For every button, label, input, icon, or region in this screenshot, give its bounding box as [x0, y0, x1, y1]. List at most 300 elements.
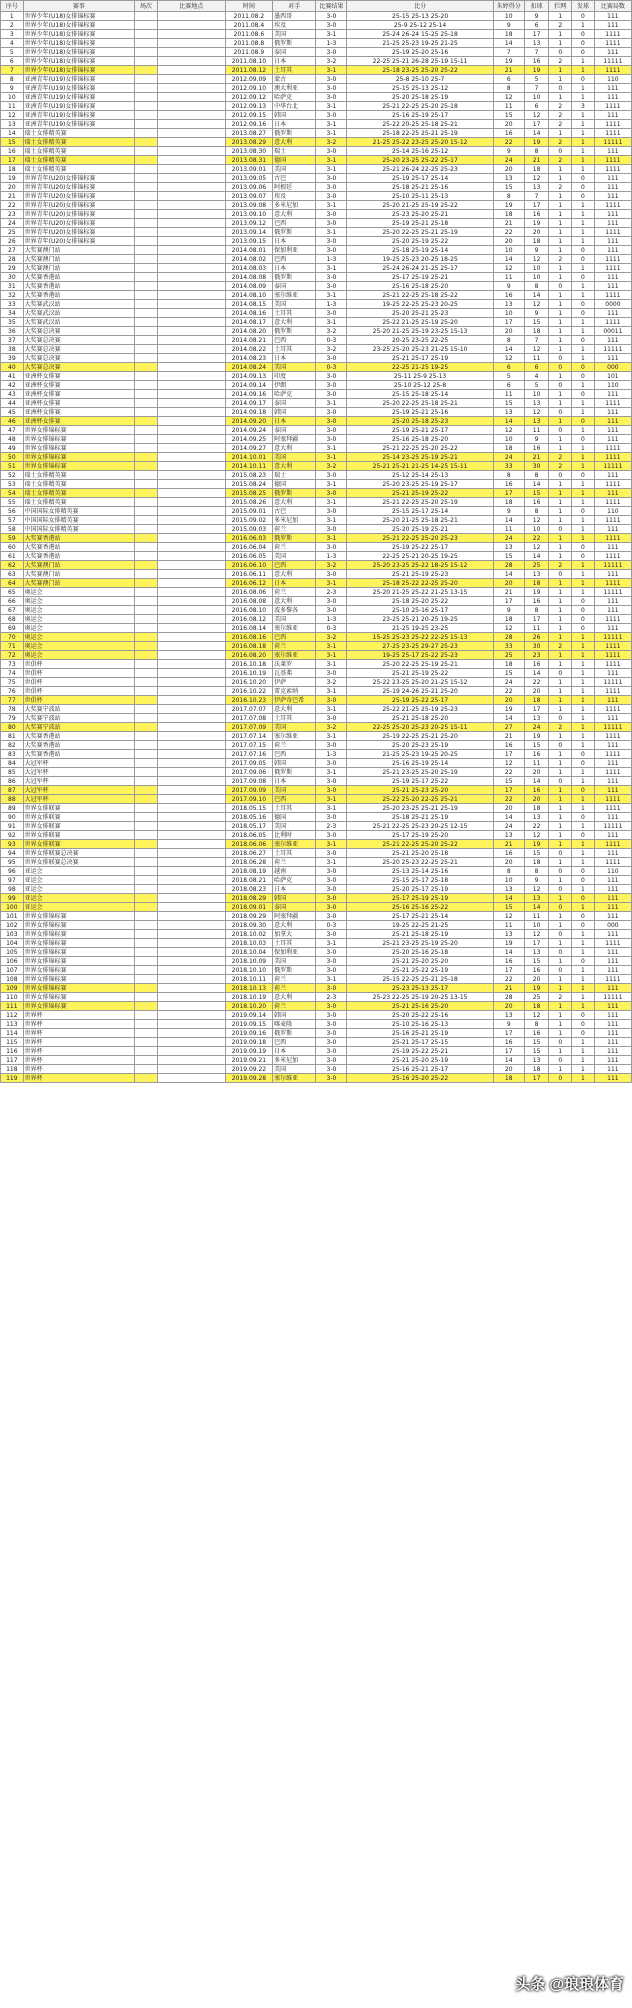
cell-attack: 14 [524, 129, 549, 138]
cell-date: 2019.09.15 [225, 1020, 272, 1029]
cell-round [135, 687, 158, 696]
cell-sets: 1111 [594, 534, 631, 543]
cell-points: 14 [493, 948, 524, 957]
cell-opponent: 巴西 [273, 633, 316, 642]
cell-date: 2013.09.10 [225, 210, 272, 219]
cell-block: 1 [549, 300, 572, 309]
cell-attack: 18 [524, 696, 549, 705]
cell-block: 0 [549, 471, 572, 480]
cell-venue [157, 426, 225, 435]
cell-event: 中国国际女排精英赛 [23, 525, 134, 534]
cell-sets: 1111 [594, 318, 631, 327]
cell-block: 1 [549, 327, 572, 336]
cell-event: 大奖赛香港站 [23, 741, 134, 750]
cell-round [135, 651, 158, 660]
cell-opponent: 泰国 [273, 903, 316, 912]
cell-block: 1 [549, 597, 572, 606]
cell-attack: 11 [524, 912, 549, 921]
cell-points: 25 [493, 651, 524, 660]
cell-serve: 3 [572, 102, 595, 111]
cell-score: 25-20 25-19 25-21 [347, 525, 493, 534]
cell-result: 3-0 [316, 111, 347, 120]
cell-block: 0 [549, 408, 572, 417]
table-row [1, 183, 632, 192]
cell-attack: 13 [524, 39, 549, 48]
cell-block: 1 [549, 588, 572, 597]
cell-score: 25-19 24-26 25-21 25-20 [347, 687, 493, 696]
cell-score: 25-9 25-12 25-14 [347, 21, 493, 30]
table-row [1, 1002, 632, 1011]
cell-attack: 19 [524, 66, 549, 75]
cell-block: 1 [549, 1002, 572, 1011]
cell-score: 25-15 25-13 25-20 [347, 12, 493, 21]
cell-serve: 1 [572, 93, 595, 102]
cell-score: 25-24 26-24 21-25 25-17 [347, 264, 493, 273]
cell-score: 25-21 23-25 25-20 25-19 [347, 768, 493, 777]
cell-serve: 0 [572, 174, 595, 183]
table-row [1, 237, 632, 246]
cell-opponent: 意大利 [273, 444, 316, 453]
cell-opponent: 土耳其 [273, 849, 316, 858]
table-row [1, 129, 632, 138]
cell-venue [157, 147, 225, 156]
cell-points: 24 [493, 453, 524, 462]
cell-date: 2013.09.15 [225, 237, 272, 246]
cell-opponent: 伊萨 [273, 678, 316, 687]
cell-serve: 0 [572, 552, 595, 561]
cell-opponent: 雷克索纳 [273, 687, 316, 696]
cell-round [135, 462, 158, 471]
cell-opponent: 哈萨克 [273, 93, 316, 102]
cell-opponent: 比利时 [273, 831, 316, 840]
cell-venue [157, 30, 225, 39]
cell-score: 25-15 25-13 25-12 [347, 84, 493, 93]
cell-block: 0 [549, 849, 572, 858]
cell-sets: 1111 [594, 687, 631, 696]
cell-opponent: 巴西 [273, 219, 316, 228]
cell-round [135, 489, 158, 498]
cell-attack: 8 [524, 1020, 549, 1029]
cell-event: 大奖赛澳门站 [23, 246, 134, 255]
header-date: 时间 [225, 1, 272, 12]
cell-serve: 1 [572, 633, 595, 642]
cell-serve: 1 [572, 651, 595, 660]
cell-idx: 19 [1, 174, 24, 183]
cell-idx: 47 [1, 426, 24, 435]
cell-points: 6 [493, 363, 524, 372]
cell-event: 世界杯 [23, 1038, 134, 1047]
cell-date: 2017.07.08 [225, 714, 272, 723]
cell-attack: 9 [524, 876, 549, 885]
cell-venue [157, 876, 225, 885]
table-row [1, 939, 632, 948]
cell-block: 1 [549, 264, 572, 273]
cell-serve: 1 [572, 480, 595, 489]
cell-serve: 0 [572, 1011, 595, 1020]
cell-round [135, 516, 158, 525]
cell-result: 3-0 [316, 507, 347, 516]
cell-round [135, 831, 158, 840]
cell-points: 9 [493, 282, 524, 291]
cell-block: 1 [549, 795, 572, 804]
cell-event: 世界青年(U20)女排锦标赛 [23, 219, 134, 228]
cell-block: 1 [549, 273, 572, 282]
cell-date: 2016.08.10 [225, 606, 272, 615]
cell-sets: 1111 [594, 750, 631, 759]
cell-attack: 18 [524, 804, 549, 813]
cell-score: 25-16 25-18 25-20 [347, 435, 493, 444]
cell-attack: 16 [524, 1029, 549, 1038]
cell-serve: 0 [572, 435, 595, 444]
cell-attack: 10 [524, 93, 549, 102]
cell-venue [157, 597, 225, 606]
cell-round [135, 48, 158, 57]
cell-attack: 15 [524, 489, 549, 498]
cell-sets: 1111 [594, 165, 631, 174]
table-row [1, 219, 632, 228]
cell-opponent: 巴西 [273, 561, 316, 570]
cell-round [135, 30, 158, 39]
cell-block: 1 [549, 39, 572, 48]
cell-idx: 77 [1, 696, 24, 705]
cell-block: 1 [549, 615, 572, 624]
cell-idx: 10 [1, 93, 24, 102]
cell-score: 25-17 25-19 25-21 [347, 273, 493, 282]
header-result: 比赛结果 [316, 1, 347, 12]
table-row [1, 30, 632, 39]
cell-idx: 69 [1, 624, 24, 633]
cell-points: 10 [493, 12, 524, 21]
cell-sets: 111 [594, 219, 631, 228]
cell-venue [157, 975, 225, 984]
cell-idx: 32 [1, 291, 24, 300]
table-row [1, 633, 632, 642]
cell-venue [157, 201, 225, 210]
cell-round [135, 957, 158, 966]
table-row [1, 390, 632, 399]
cell-sets: 111 [594, 336, 631, 345]
table-row [1, 57, 632, 66]
cell-score: 25-21 25-20 25-19 [347, 1056, 493, 1065]
table-row [1, 597, 632, 606]
cell-opponent: 沃莱罗 [273, 660, 316, 669]
cell-result: 3-0 [316, 273, 347, 282]
cell-date: 2018.08.19 [225, 867, 272, 876]
cell-opponent: 瑞士 [273, 471, 316, 480]
cell-score: 25-18 22-25 25-21 25-19 [347, 129, 493, 138]
cell-idx: 108 [1, 975, 24, 984]
cell-opponent: 伊朗 [273, 381, 316, 390]
cell-venue [157, 183, 225, 192]
cell-date: 2017.09.06 [225, 768, 272, 777]
cell-sets: 111 [594, 1074, 631, 1083]
cell-opponent: 巴西 [273, 750, 316, 759]
table-row [1, 147, 632, 156]
cell-attack: 18 [524, 1002, 549, 1011]
cell-venue [157, 390, 225, 399]
cell-idx: 116 [1, 1047, 24, 1056]
cell-venue [157, 903, 225, 912]
cell-round [135, 129, 158, 138]
cell-sets: 1111 [594, 804, 631, 813]
cell-attack: 26 [524, 633, 549, 642]
cell-points: 24 [493, 678, 524, 687]
cell-result: 3-0 [316, 903, 347, 912]
cell-date: 2017.07.16 [225, 750, 272, 759]
cell-points: 19 [493, 57, 524, 66]
cell-date: 2012.09.16 [225, 120, 272, 129]
cell-score: 25-21 25-17 25-15 [347, 1038, 493, 1047]
cell-round [135, 741, 158, 750]
cell-opponent: 塞尔维亚 [273, 840, 316, 849]
cell-attack: 6 [524, 102, 549, 111]
cell-sets: 1111 [594, 516, 631, 525]
cell-venue [157, 300, 225, 309]
cell-event: 大奖赛宁波站 [23, 705, 134, 714]
cell-date: 2018.10.11 [225, 975, 272, 984]
cell-score: 25-20 21-25 25-22 21-25 13-15 [347, 588, 493, 597]
cell-score: 25-21 25-16 25-20 [347, 1002, 493, 1011]
cell-round [135, 237, 158, 246]
cell-serve: 1 [572, 1065, 595, 1074]
cell-block: 1 [549, 651, 572, 660]
cell-round [135, 408, 158, 417]
cell-points: 18 [493, 498, 524, 507]
cell-points: 19 [493, 201, 524, 210]
cell-block: 0 [549, 1038, 572, 1047]
cell-idx: 7 [1, 66, 24, 75]
cell-opponent: 塞尔维亚 [273, 624, 316, 633]
cell-points: 14 [493, 516, 524, 525]
cell-sets: 1111 [594, 498, 631, 507]
cell-venue [157, 471, 225, 480]
cell-result: 3-0 [316, 777, 347, 786]
cell-round [135, 858, 158, 867]
cell-points: 20 [493, 804, 524, 813]
cell-block: 1 [549, 516, 572, 525]
cell-round [135, 966, 158, 975]
cell-attack: 22 [524, 534, 549, 543]
table-row [1, 264, 632, 273]
cell-venue [157, 93, 225, 102]
cell-points: 20 [493, 327, 524, 336]
cell-points: 16 [493, 291, 524, 300]
cell-idx: 54 [1, 489, 24, 498]
cell-event: 中国国际女排精英赛 [23, 516, 134, 525]
cell-event: 中国国际女排精英赛 [23, 507, 134, 516]
cell-venue [157, 849, 225, 858]
table-row [1, 840, 632, 849]
cell-opponent: 俄罗斯 [273, 327, 316, 336]
cell-idx: 97 [1, 876, 24, 885]
cell-venue [157, 669, 225, 678]
cell-block: 0 [549, 714, 572, 723]
cell-venue [157, 687, 225, 696]
cell-points: 14 [493, 255, 524, 264]
cell-attack: 20 [524, 228, 549, 237]
cell-event: 世俱杯 [23, 696, 134, 705]
cell-sets: 111 [594, 786, 631, 795]
cell-points: 15 [493, 111, 524, 120]
cell-sets: 1111 [594, 453, 631, 462]
table-row [1, 741, 632, 750]
cell-idx: 49 [1, 444, 24, 453]
cell-sets: 111 [594, 948, 631, 957]
cell-round [135, 444, 158, 453]
cell-round [135, 759, 158, 768]
cell-score: 19-25 25-17 25-22 25-23 [347, 651, 493, 660]
cell-result: 3-1 [316, 102, 347, 111]
cell-score: 25-11 25-9 25-13 [347, 372, 493, 381]
cell-sets: 111 [594, 1020, 631, 1029]
cell-attack: 12 [524, 516, 549, 525]
cell-date: 2014.08.03 [225, 264, 272, 273]
cell-result: 3-0 [316, 372, 347, 381]
cell-points: 15 [493, 903, 524, 912]
table-row [1, 12, 632, 21]
cell-score: 25-21 22-25 25-20 25-19 [347, 498, 493, 507]
cell-block: 1 [549, 93, 572, 102]
cell-sets: 111 [594, 210, 631, 219]
cell-opponent: 中华台北 [273, 102, 316, 111]
cell-venue [157, 507, 225, 516]
cell-serve: 1 [572, 327, 595, 336]
cell-points: 19 [493, 939, 524, 948]
cell-result: 3-0 [316, 930, 347, 939]
cell-sets: 111 [594, 390, 631, 399]
cell-block: 1 [549, 507, 572, 516]
cell-block: 1 [549, 201, 572, 210]
cell-opponent: 美国 [273, 552, 316, 561]
cell-sets: 1111 [594, 120, 631, 129]
table-row [1, 624, 632, 633]
cell-date: 2011.08.8 [225, 39, 272, 48]
cell-venue [157, 1074, 225, 1083]
cell-serve: 1 [572, 237, 595, 246]
cell-event: 奥运会 [23, 651, 134, 660]
cell-idx: 5 [1, 48, 24, 57]
cell-sets: 111 [594, 957, 631, 966]
cell-sets: 111 [594, 408, 631, 417]
cell-date: 2015.08.25 [225, 489, 272, 498]
cell-score: 22-25 25-21 20-25 19-25 [347, 552, 493, 561]
cell-date: 2014.09.14 [225, 381, 272, 390]
cell-result: 3-0 [316, 1047, 347, 1056]
cell-score: 25-21 25-21 21-25 14-25 15-11 [347, 462, 493, 471]
cell-sets: 1111 [594, 939, 631, 948]
cell-block: 0 [549, 867, 572, 876]
cell-serve: 1 [572, 561, 595, 570]
cell-points: 9 [493, 507, 524, 516]
cell-block: 2 [549, 642, 572, 651]
cell-attack: 15 [524, 1047, 549, 1056]
cell-result: 2-3 [316, 993, 347, 1002]
cell-round [135, 39, 158, 48]
cell-serve: 1 [572, 939, 595, 948]
cell-sets: 1111 [594, 201, 631, 210]
cell-attack: 10 [524, 921, 549, 930]
cell-event: 世界女排锦标赛 [23, 966, 134, 975]
cell-date: 2013.08.30 [225, 147, 272, 156]
cell-points: 33 [493, 642, 524, 651]
cell-idx: 52 [1, 471, 24, 480]
table-row [1, 291, 632, 300]
cell-points: 13 [493, 174, 524, 183]
cell-event: 大奖赛总决赛 [23, 327, 134, 336]
cell-serve: 1 [572, 201, 595, 210]
cell-idx: 84 [1, 759, 24, 768]
cell-opponent: 伊萨奇巴希 [273, 696, 316, 705]
cell-event: 奥运会 [23, 606, 134, 615]
cell-round [135, 435, 158, 444]
cell-attack: 20 [524, 768, 549, 777]
cell-attack: 14 [524, 480, 549, 489]
header-round: 场次 [135, 1, 158, 12]
cell-date: 2017.07.09 [225, 723, 272, 732]
cell-venue [157, 327, 225, 336]
cell-attack: 13 [524, 894, 549, 903]
cell-sets: 1111 [594, 444, 631, 453]
cell-sets: 111 [594, 759, 631, 768]
cell-venue [157, 174, 225, 183]
cell-attack: 13 [524, 399, 549, 408]
cell-idx: 16 [1, 147, 24, 156]
cell-event: 大奖赛总决赛 [23, 336, 134, 345]
cell-points: 9 [493, 606, 524, 615]
cell-event: 瑞士女排精英赛 [23, 498, 134, 507]
cell-date: 2015.08.24 [225, 480, 272, 489]
cell-points: 17 [493, 489, 524, 498]
cell-result: 3-1 [316, 840, 347, 849]
cell-idx: 27 [1, 246, 24, 255]
cell-date: 2018.10.10 [225, 966, 272, 975]
cell-date: 2017.09.10 [225, 795, 272, 804]
cell-idx: 46 [1, 417, 24, 426]
cell-event: 世界女排锦标赛 [23, 435, 134, 444]
cell-serve: 0 [572, 300, 595, 309]
cell-block: 1 [549, 660, 572, 669]
cell-round [135, 291, 158, 300]
cell-result: 3-1 [316, 804, 347, 813]
table-row [1, 1020, 632, 1029]
cell-serve: 0 [572, 372, 595, 381]
cell-venue [157, 408, 225, 417]
cell-date: 2017.09.08 [225, 777, 272, 786]
cell-attack: 18 [524, 165, 549, 174]
cell-opponent: 埃及 [273, 21, 316, 30]
cell-opponent: 哈萨克 [273, 876, 316, 885]
cell-opponent: 俄罗斯 [273, 273, 316, 282]
cell-opponent: 美国 [273, 363, 316, 372]
cell-result: 3-0 [316, 1029, 347, 1038]
cell-points: 15 [493, 399, 524, 408]
cell-result: 3-2 [316, 345, 347, 354]
cell-attack: 10 [524, 264, 549, 273]
cell-result: 3-0 [316, 867, 347, 876]
cell-points: 22 [493, 138, 524, 147]
cell-result: 3-0 [316, 282, 347, 291]
cell-score: 25-19 25-21 25-17 [347, 426, 493, 435]
cell-attack: 12 [524, 300, 549, 309]
cell-date: 2016.08.12 [225, 615, 272, 624]
cell-round [135, 507, 158, 516]
cell-score: 25-20 25-19 25-22 [347, 237, 493, 246]
cell-opponent: 荷兰 [273, 588, 316, 597]
cell-block: 1 [549, 1011, 572, 1020]
cell-round [135, 273, 158, 282]
cell-points: 22 [493, 975, 524, 984]
cell-round [135, 183, 158, 192]
